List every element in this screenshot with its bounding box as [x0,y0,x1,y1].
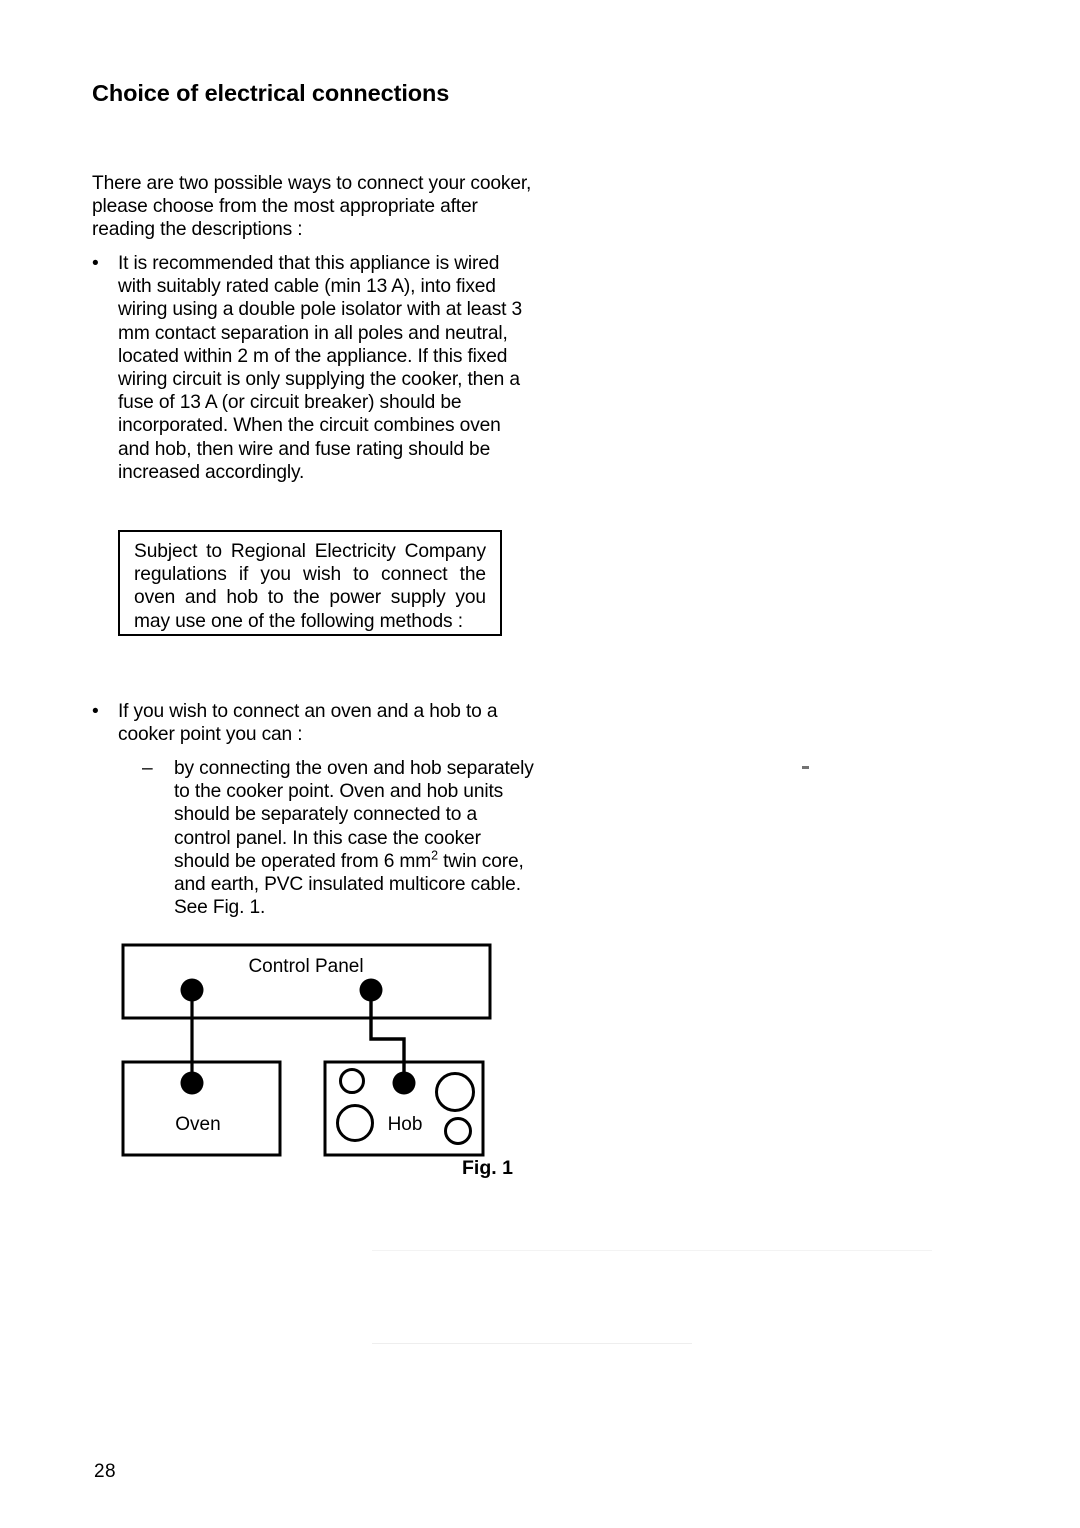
list-item-oven-hob-connection [92,700,526,746]
note-box [118,530,502,636]
connection-dot-control-panel-left [181,979,204,1002]
intro-text: There are two possible ways to connect your cooker, please choose from the most appropriate after reading the descriptions : [92,173,532,241]
intro-paragraph [92,172,540,242]
page-title: Choice of electrical connections [92,80,450,106]
wiring-diagram-svg [110,930,540,1170]
list-item-wiring-recommendation [92,252,526,484]
note-box-text: Subject to Regional Electricity Company regulations if you wish to connect the oven and hob to the power supply you may use one of the following methods : [134,541,486,632]
scan-artifact-line [372,1343,692,1344]
control-panel-label: Control Panel [248,956,364,977]
list-item-text: It is recommended that this appliance is wired with suitably rated cable (min 13 A), into fixed wiring using a double pole isolator with at least 3 mm contact separation in all poles and neutral, located within 2 m of the appliance. If this fixed wiring circuit is only supplying the cooker, then a fuse of 13 A (or circuit breaker) should be incorporated. When the circuit combines oven and hob, then wire and fuse rating should be increased accordingly. [118,253,523,483]
dash-marker: – [142,758,153,779]
oven-label: Oven [175,1114,221,1135]
connection-dot-control-panel-right [360,979,383,1002]
list-item-text: If you wish to connect an oven and a hob to a cooker point you can : [118,701,498,746]
connection-dot-hob [393,1072,416,1095]
figure-caption: Fig. 1 [462,1157,513,1179]
figure-wiring-diagram [110,930,540,1190]
connection-dot-oven [181,1072,204,1095]
sub-text-part-2: twin core, and earth, PVC insulated multicore cable. See Fig. 1. [174,850,524,919]
hob-label: Hob [387,1114,423,1135]
page-number: 28 [94,1461,116,1482]
bullet-marker: • [92,253,99,274]
superscript-squared: 2 [431,848,438,863]
sub-text-part-1: by connecting the oven and hob separately to the cooker point. Oven and hob units should be separately connected to a control panel. In this case the cooker should be operated from 6 mm [174,758,534,872]
sub-list-item-text [174,757,534,919]
sub-list-item-separate-connection [142,757,534,919]
bullet-marker: • [92,701,99,722]
scan-artifact-mark [802,766,809,769]
oven-box [123,1062,280,1155]
scan-artifact-line [372,1250,932,1251]
